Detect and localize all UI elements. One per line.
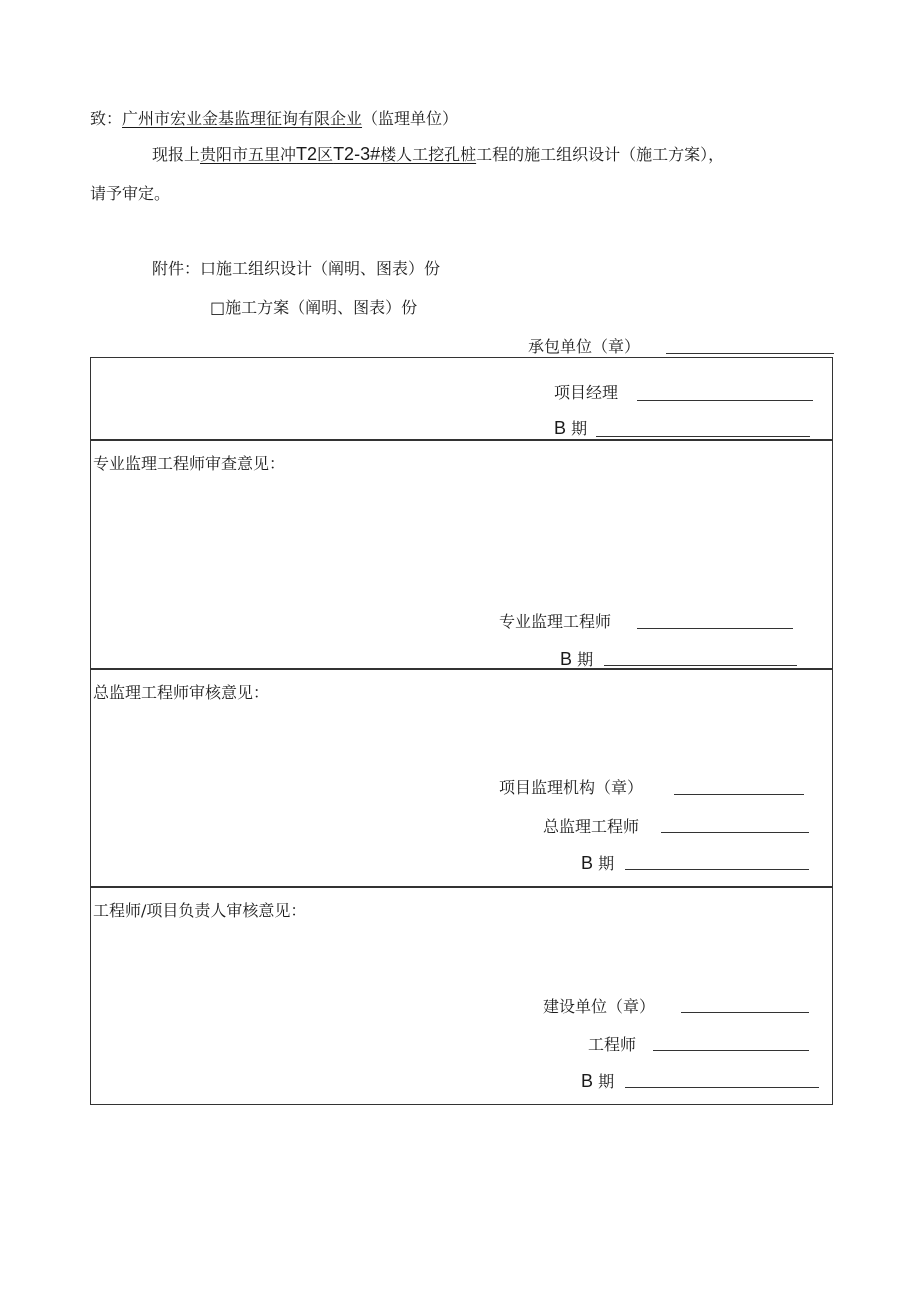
contractor-unit-label: 承包单位（章） [528, 337, 641, 356]
attachments-line-1 [152, 256, 440, 279]
date-b: B [581, 1071, 594, 1091]
chief-review-section [90, 669, 833, 887]
date-label: 期 [577, 650, 594, 669]
project-name-part: T2 [296, 144, 318, 164]
supervision-org-label: 项目监理机构（章） [499, 778, 644, 797]
report-line-2: 请予审定。 [90, 184, 171, 203]
date-b: B [554, 418, 567, 438]
specialist-engineer-label: 专业监理工程师 [499, 612, 612, 631]
supervision-org-blank [674, 794, 804, 795]
supervisor-suffix: （监理单位） [362, 109, 459, 128]
supervisor-company: 广州市宏业金基监理征询有限企业 [122, 109, 363, 128]
project-name-part: 贵阳市五里冲 [200, 145, 297, 164]
to-prefix: 致： [90, 109, 123, 128]
date-label: 期 [598, 1072, 615, 1091]
specialist-date-blank [604, 665, 797, 666]
owner-engineer-blank [653, 1050, 809, 1051]
project-manager-label: 项目经理 [554, 383, 619, 402]
project-name-part: 楼人工挖孔桩 [380, 145, 477, 164]
project-name [200, 145, 476, 164]
project-name-part: T2-3# [333, 144, 381, 164]
project-name-part: 区 [317, 145, 334, 164]
specialist-review-title: 专业监理工程师审查意见： [93, 454, 286, 473]
project-manager-blank [637, 400, 813, 401]
chief-engineer-label: 总监理工程师 [543, 817, 640, 836]
chief-date-blank [625, 869, 809, 870]
owner-date-label [581, 1069, 614, 1092]
owner-date-blank [625, 1087, 819, 1088]
chief-engineer-blank [661, 832, 809, 833]
addressee-line [90, 106, 458, 129]
contractor-unit-blank [666, 353, 834, 354]
report-line [152, 142, 724, 165]
date-b: B [560, 649, 573, 669]
contractor-date-blank [596, 436, 810, 437]
report-prefix: 现报上 [152, 145, 201, 164]
owner-unit-label: 建设单位（章） [543, 997, 656, 1016]
specialist-date-label [560, 647, 593, 670]
owner-unit-blank [681, 1012, 809, 1013]
attachment-item-plan: □施工方案（阐明、图表）份 [210, 298, 418, 317]
report-suffix: 工程的施工组织设计（施工方案）， [476, 145, 725, 164]
attachments-label: 附件： [152, 259, 201, 278]
owner-engineer-label: 工程师 [588, 1035, 637, 1054]
contractor-date-label [554, 416, 587, 439]
attachment-item-design: 口施工组织设计（阐明、图表）份 [200, 259, 441, 278]
specialist-review-section [90, 440, 833, 669]
date-label: 期 [598, 854, 615, 873]
chief-date-label [581, 851, 614, 874]
specialist-engineer-blank [637, 628, 793, 629]
owner-review-section [90, 887, 833, 1105]
date-label: 期 [571, 419, 588, 438]
owner-review-title: 工程师/项目负责人审核意见： [93, 901, 307, 920]
chief-review-title: 总监理工程师审核意见： [93, 683, 270, 702]
date-b: B [581, 853, 594, 873]
contractor-section [90, 357, 833, 440]
